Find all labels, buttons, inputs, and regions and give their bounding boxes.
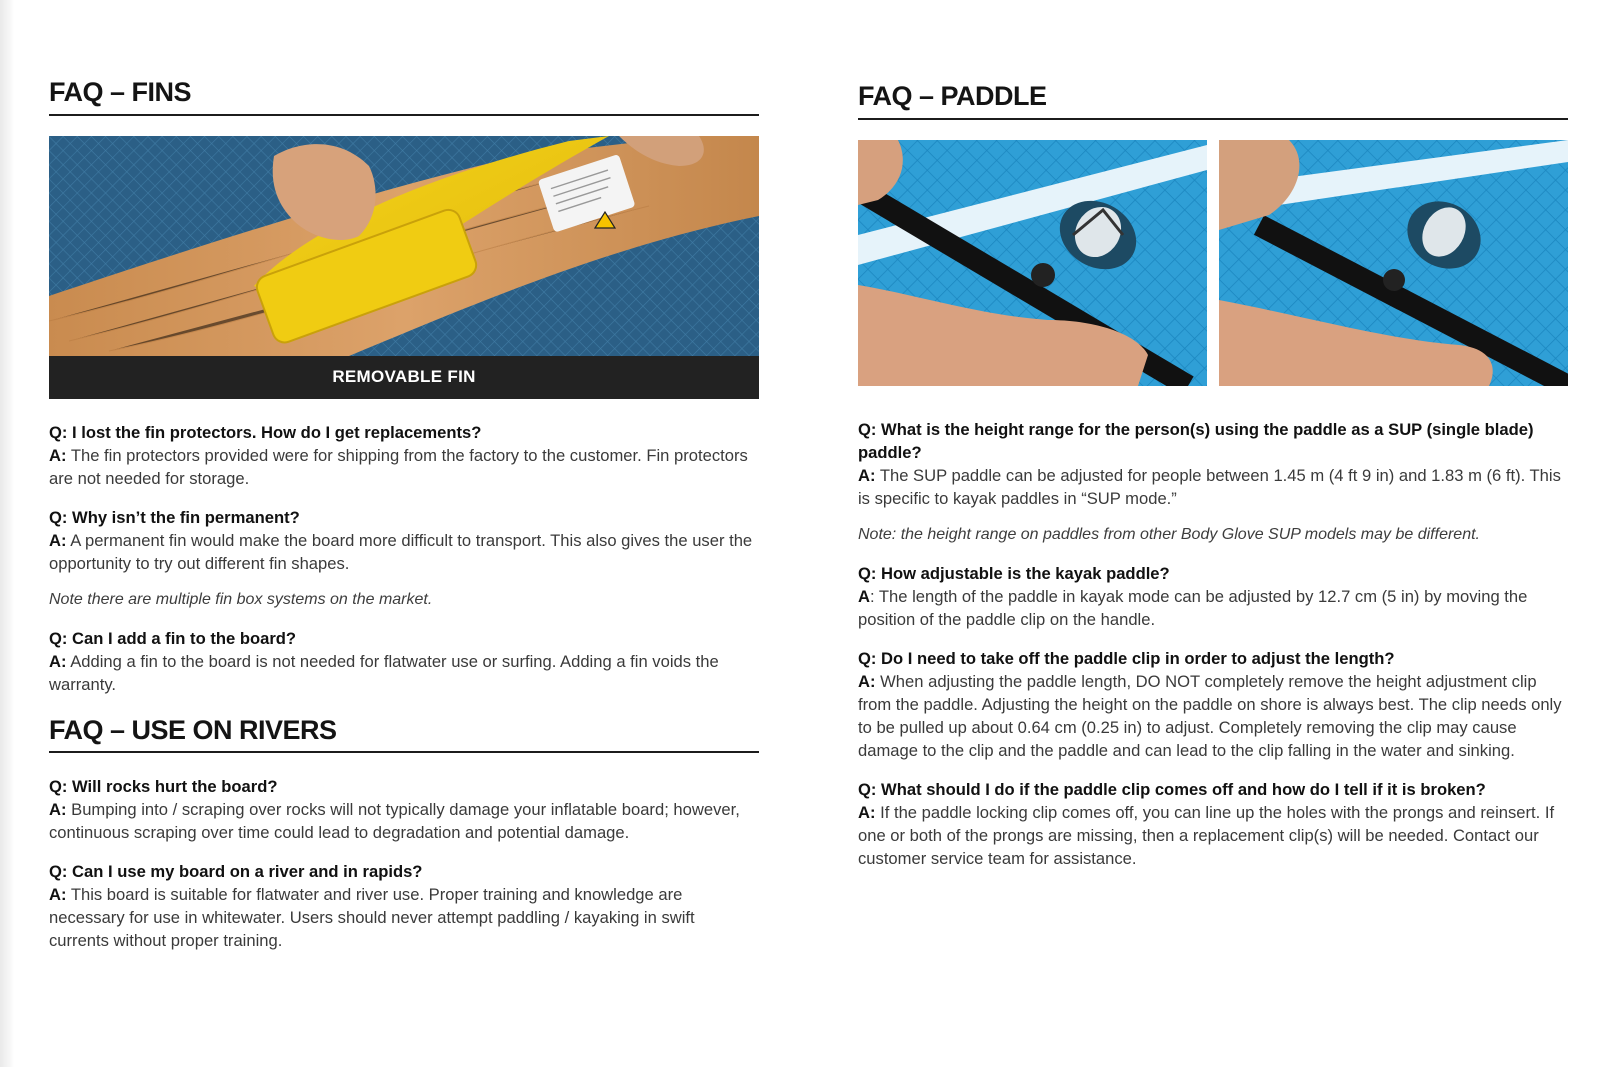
- paddle-qa-4: [858, 778, 1568, 870]
- answer-prefix: A:: [49, 885, 67, 905]
- rivers-qa-1: [49, 775, 759, 844]
- removable-fin-caption: REMOVABLE FIN: [49, 356, 759, 399]
- paddle-note: Note: the height range on paddles from other Body Glove SUP models may be different.: [858, 525, 1480, 543]
- question: Q: Do I need to take off the paddle clip in order to adjust the length?: [858, 648, 1395, 668]
- question: Q: Can I use my board on a river and in rapids?: [49, 862, 423, 882]
- question: Q: What is the height range for the person(s) using the paddle as a SUP (single blade) paddle?: [858, 419, 1534, 462]
- paddle-section-title: FAQ – PADDLE: [858, 82, 1568, 120]
- answer-prefix: A:: [858, 671, 876, 691]
- removable-fin-figure: [49, 136, 759, 399]
- answer-text: A permanent fin would make the board more difficult to transport. This also gives the user the opportunity to try out different fin shapes.: [49, 530, 753, 573]
- right-column: [858, 82, 1568, 870]
- answer-prefix: A:: [49, 530, 67, 550]
- paddle-clip-photo-1: [858, 140, 1207, 386]
- answer-text: Adding a fin to the board is not needed for flatwater use or surfing. Adding a fin voids the warranty.: [49, 651, 719, 694]
- paddle-qa-3: [858, 647, 1568, 762]
- removable-fin-photo: [49, 136, 759, 356]
- answer: [49, 529, 759, 575]
- paddle-qa-1: [858, 418, 1568, 510]
- answer: [49, 883, 759, 952]
- answer-text: When adjusting the paddle length, DO NOT completely remove the height adjustment clip from the paddle. Adjusting the height on the paddle on shore is always best. The clip needs only to be pulled up about 0.64 cm (0.25 in) to adjust. Completely removing the clip may cause damage to the clip and the paddle and can lead to the clip falling in the water and sinking.: [858, 671, 1562, 760]
- question: Q: Why isn’t the fin permanent?: [49, 507, 300, 527]
- answer-text: This board is suitable for flatwater and river use. Proper training and knowledge are necessary for use in whitewater. Users should never attempt paddling / kayaking in swift currents without proper training.: [49, 885, 695, 951]
- answer-text: Bumping into / scraping over rocks will not typically damage your inflatable board; however, continuous scraping over time could lead to degradation and potential damage.: [49, 800, 740, 843]
- answer-text: The SUP paddle can be adjusted for people between 1.45 m (4 ft 9 in) and 1.83 m (6 ft). This is specific to kayak paddles in “SUP mode.”: [858, 465, 1561, 508]
- paddle-photos: [858, 140, 1568, 386]
- answer-text: The fin protectors provided were for shipping from the factory to the customer. Fin protectors are not needed for storage.: [49, 445, 748, 488]
- question: Q: Can I add a fin to the board?: [49, 628, 297, 648]
- answer: [858, 801, 1568, 870]
- rivers-section-title: FAQ – USE ON RIVERS: [49, 716, 759, 754]
- fins-qa-2: [49, 506, 759, 575]
- question: Q: Will rocks hurt the board?: [49, 777, 278, 797]
- rivers-qa-2: [49, 860, 759, 952]
- answer: [49, 444, 759, 490]
- answer: [49, 798, 759, 844]
- answer-text: : The length of the paddle in kayak mode can be adjusted by 12.7 cm (5 in) by moving the position of the paddle clip on the handle.: [858, 586, 1528, 629]
- answer-prefix: A:: [49, 651, 67, 671]
- left-column: [49, 78, 759, 952]
- answer: [858, 464, 1568, 510]
- page-edge-shadow: [0, 0, 14, 1067]
- paddle-qa-2: [858, 562, 1568, 631]
- question: Q: What should I do if the paddle clip comes off and how do I tell if it is broken?: [858, 779, 1486, 799]
- fins-qa-3: [49, 627, 759, 696]
- answer: [49, 650, 759, 696]
- answer-prefix: A:: [858, 465, 876, 485]
- paddle-clip-photo-2: [1219, 140, 1568, 386]
- answer-prefix: A: [858, 586, 870, 606]
- fins-section-title: FAQ – FINS: [49, 78, 759, 116]
- answer-prefix: A:: [858, 802, 876, 822]
- answer-prefix: A:: [49, 445, 67, 465]
- fins-note: Note there are multiple fin box systems on the market.: [49, 590, 433, 608]
- answer: [858, 670, 1568, 762]
- fins-qa-1: [49, 421, 759, 490]
- answer: [858, 585, 1568, 631]
- answer-prefix: A:: [49, 800, 67, 820]
- answer-text: If the paddle locking clip comes off, you can line up the holes with the prongs and reinsert. If one or both of the prongs are missing, then a replacement clip(s) will be needed. Contact our customer service team for assistance.: [858, 802, 1555, 868]
- question: Q: How adjustable is the kayak paddle?: [858, 563, 1170, 583]
- question: Q: I lost the fin protectors. How do I get replacements?: [49, 422, 482, 442]
